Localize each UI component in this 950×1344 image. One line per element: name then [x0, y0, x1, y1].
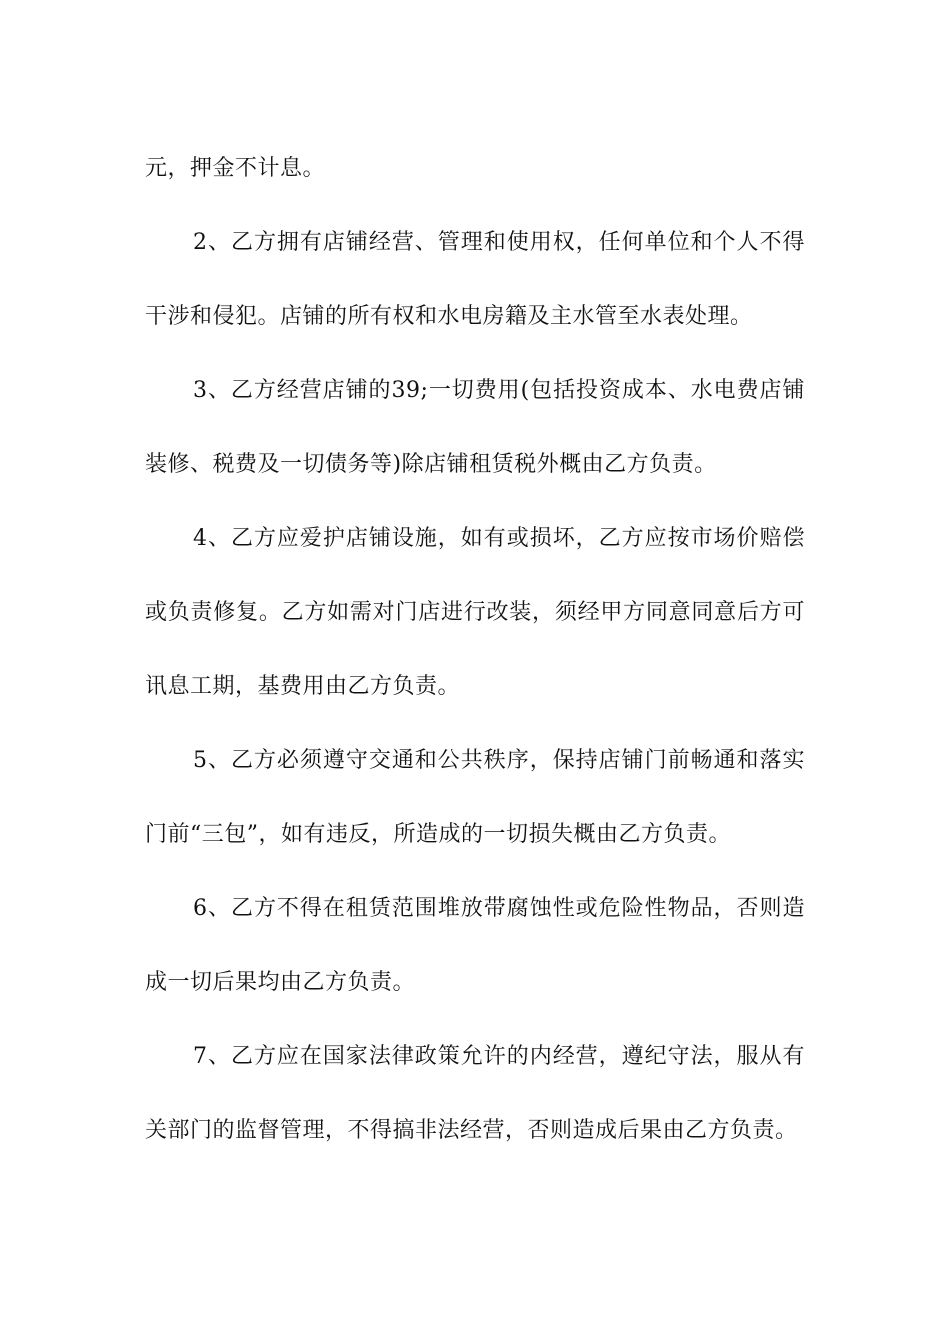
clause-7: 7、乙方应在国家法律政策允许的内经营，遵纪守法，服从有关部门的监督管理，不得搞非法经营，否则造成后果由乙方负责。	[145, 1044, 805, 1143]
clause-3: 3、乙方经营店铺的39;一切费用(包括投资成本、水电费店铺装修、税费及一切债务等)除店铺租赁税外概由乙方负责。	[145, 378, 805, 477]
clause-6: 6、乙方不得在租赁范围堆放带腐蚀性或危险性物品，否则造成一切后果均由乙方负责。	[145, 896, 805, 995]
clause-4: 4、乙方应爱护店铺设施，如有或损坏，乙方应按市场价赔偿或负责修复。乙方如需对门店进行改装，须经甲方同意同意后方可讯息工期，基费用由乙方负责。	[145, 526, 805, 699]
paragraph-deposit-tail: 元，押金不计息。	[145, 156, 326, 181]
clause-5: 5、乙方必须遵守交通和公共秩序，保持店铺门前畅通和落实门前“三包”，如有违反，所造成的一切损失概由乙方负责。	[145, 748, 805, 847]
document-page	[145, 132, 805, 1168]
clause-2: 2、乙方拥有店铺经营、管理和使用权，任何单位和个人不得干涉和侵犯。店铺的所有权和水电房籍及主水管至水表处理。	[145, 230, 805, 329]
